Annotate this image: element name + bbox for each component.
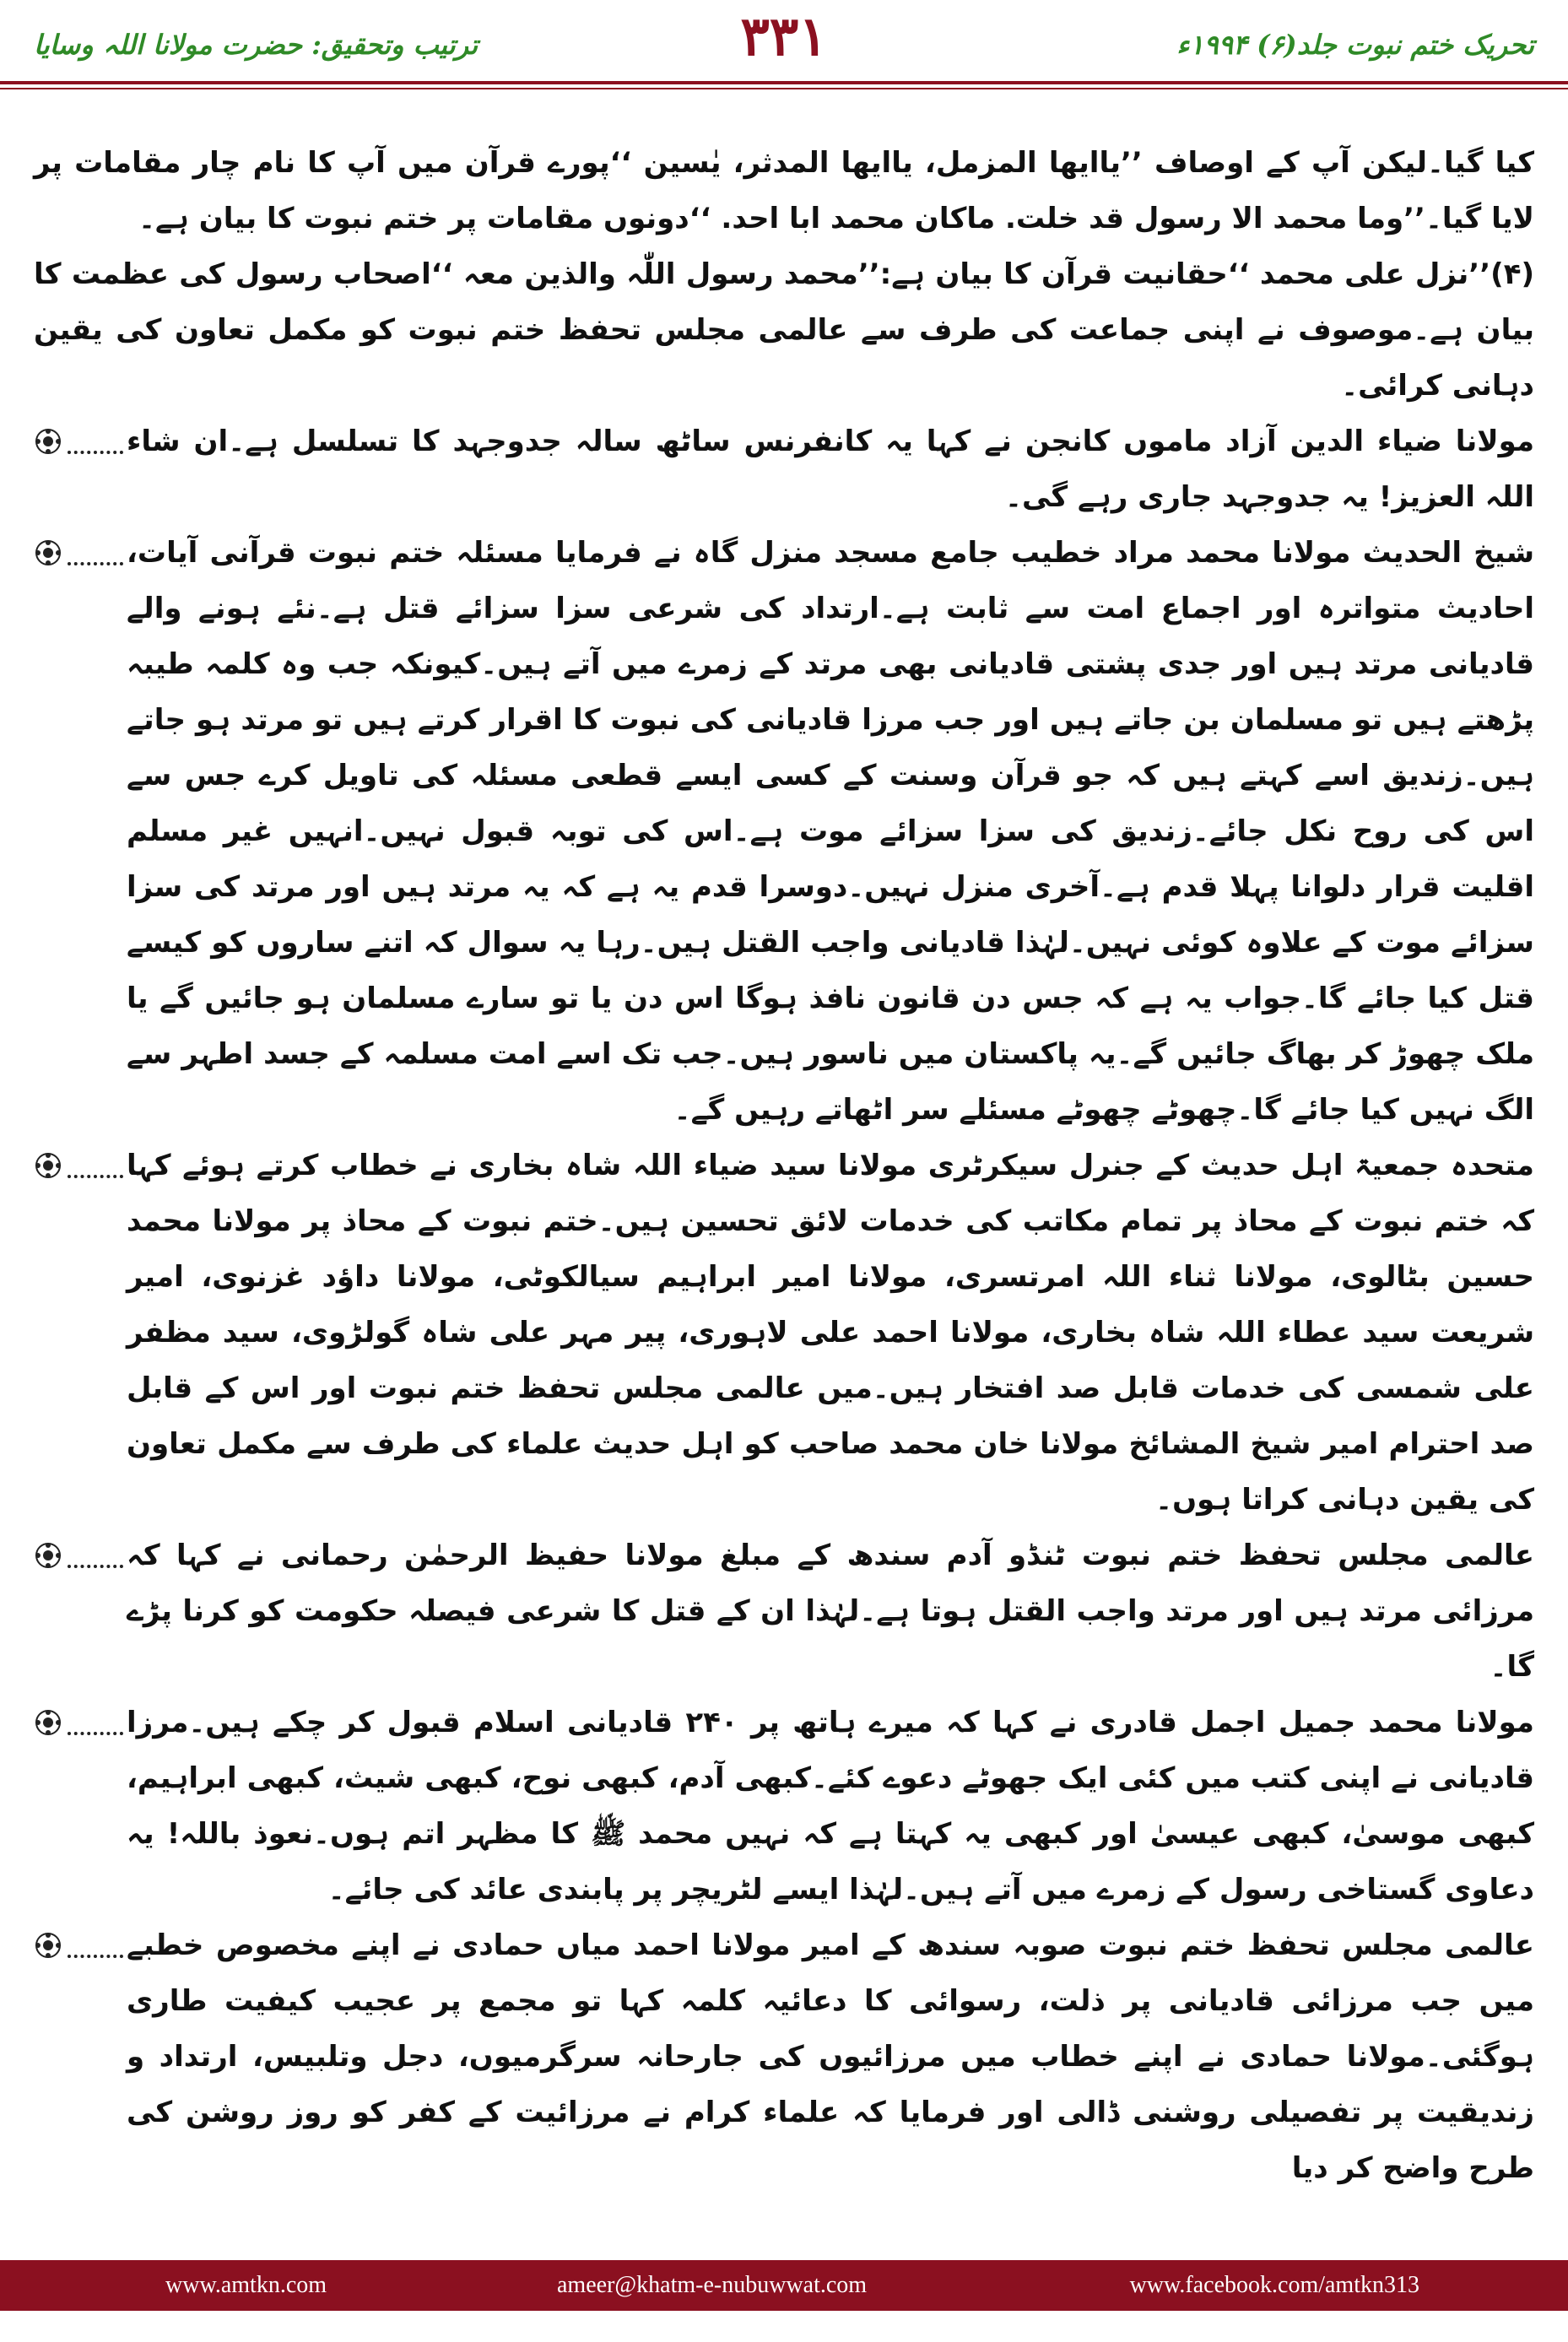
list-item-text: متحدہ جمعیۃ اہل حدیث کے جنرل سیکرٹری مولانا سید ضیاء اللہ شاہ بخاری نے خطاب کرتے ہوئے کہا کہ ختم نبوت کے محاذ پر تمام مکاتب کی خدمات لائق تحسین ہیں۔ختم نبوت کے محاذ پر مولانا محمد حسین بٹالوی، مولانا ثناء اللہ امرتسری، مولانا امیر ابراہیم سیالکوٹی، مولانا داؤد غزنوی، امیر شریعت سید عطاء اللہ شاہ بخاری، مولانا احمد علی لاہوری، پیر مہر علی شاہ گولڑوی، سید مظفر علی شمسی کی خدمات قابل صد افتخار ہیں۔میں عالمی مجلس تحفظ ختم نبوت اور اس کے قابل صد احترام امیر شیخ المشائخ مولانا خان محمد صاحب کو اہل حدیث علماء کی طرف سے مکمل تعاون کی یقین دہانی کراتا ہوں۔	[127, 1149, 1534, 1517]
list-item-text: شیخ الحدیث مولانا محمد مراد خطیب جامع مسجد منزل گاہ نے فرمایا مسئلہ ختم نبوت قرآنی آیات، احادیث متواترہ اور اجماع امت سے ثابت ہے۔ارتداد کی شرعی سزا سزائے قتل ہے۔نئے ہونے والے قادیانی مرتد ہیں اور جدی پشتی قادیانی بھی مرتد کے زمرے میں آتے ہیں۔کیونکہ جب وہ کلمہ طیبہ پڑھتے ہیں تو مسلمان بن جاتے ہیں اور جب مرزا قادیانی کی نبوت کا اقرار کرتے ہیں تو مرتد ہو جاتے ہیں۔زندیق اسے کہتے ہیں کہ جو قرآن وسنت کے کسی ایسے قطعی مسئلہ کی تاویل کرے جس سے اس کی روح نکل جائے۔زندیق کی سزا سزائے موت ہے۔اس کی توبہ قبول نہیں۔انہیں غیر مسلم اقلیت قرار دلوانا پہلا قدم ہے۔آخری منزل نہیں۔دوسرا قدم یہ ہے کہ یہ مرتد ہیں اور مرتد کی سزا سزائے موت کے علاوہ کوئی نہیں۔لہٰذا قادیانی واجب القتل ہیں۔رہا یہ سوال کہ اتنے ساروں کو کیسے قتل کیا جائے گا۔جواب یہ ہے کہ جس دن قانون نافذ ہوگا اس دن یا تو سارے مسلمان ہو جائیں گے یا ملک چھوڑ کر بھاگ جائیں گے۔یہ پاکستان میں ناسور ہیں۔جب تک اسے امت مسلمہ کے جسد اطہر سے الگ نہیں کیا جائے گا۔چھوٹے چھوٹے مسئلے سر اٹھاتے رہیں گے۔	[127, 536, 1534, 1127]
list-item	[34, 414, 1534, 525]
list-item-text: مولانا محمد جمیل اجمل قادری نے کہا کہ میرے ہاتھ پر ۲۴۰ قادیانی اسلام قبول کر چکے ہیں۔مرزا قادیانی نے اپنی کتب میں کئی ایک جھوٹے دعوے کئے۔کبھی آدم، کبھی نوح، کبھی شیث، کبھی ابراہیم، کبھی موسیٰ، کبھی عیسیٰ اور کبھی یہ کہتا ہے کہ نہیں محمد ﷺ کا مظہر اتم ہوں۔نعوذ باللہ! یہ دعاوی گستاخی رسول کے زمرے میں آتے ہیں۔لہٰذا ایسے لٹریچر پر پابندی عائد کی جائے۔	[127, 1706, 1534, 1907]
website-link[interactable]: www.amtkn.com	[165, 2272, 327, 2298]
email-link[interactable]: ameer@khatm-e-nubuwwat.com	[557, 2272, 868, 2298]
flower-bullet-icon	[34, 1931, 62, 1960]
compiler-credit: ترتیب وتحقیق: حضرت مولانا اللہ وسایا	[34, 29, 479, 61]
list-item	[34, 1528, 1534, 1695]
intro-paragraph: کیا گیا۔لیکن آپ کے اوصاف ’’یاایھا المزمل، یاایھا المدثر، یٰسین ‘‘پورے قرآن میں آپ کا نام چار مقامات پر لایا گیا۔’’وما محمد الا رسول قد خلت. ماکان محمد ابا احد. ‘‘دونوں مقامات پر ختم نبوت کا بیان ہے۔	[34, 146, 1534, 235]
bullet-leader	[34, 414, 127, 469]
list-item	[34, 1138, 1534, 1528]
list-item	[34, 1917, 1534, 2196]
flower-bullet-icon	[34, 1151, 62, 1180]
bullet-leader	[34, 1695, 127, 1750]
flower-bullet-icon	[34, 1541, 62, 1570]
list-item	[34, 525, 1534, 1138]
flower-bullet-icon	[34, 1708, 62, 1737]
facebook-link[interactable]: www.facebook.com/amtkn313	[1129, 2272, 1419, 2298]
intro-paragraph: (۴)’’نزل علی محمد ‘‘حقانیت قرآن کا بیان ہے:’’محمد رسول اللّٰہ والذین معہ ‘‘اصحاب رسول کی عظمت کا بیان ہے۔موصوف نے اپنی جماعت کی طرف سے عالمی مجلس تحفظ ختم نبوت کو مکمل تعاون کی یقین دہانی کرائی۔	[34, 257, 1534, 403]
header-rule-thin	[0, 88, 1568, 89]
flower-bullet-icon	[34, 538, 62, 567]
flower-bullet-icon	[34, 427, 62, 456]
bullet-leader	[34, 525, 127, 581]
page-header	[0, 0, 1568, 81]
list-item-text: مولانا ضیاء الدین آزاد ماموں کانجن نے کہا یہ کانفرنس ساٹھ سالہ جدوجہد کا تسلسل ہے۔ان شاء اللہ العزیز! یہ جدوجہد جاری رہے گی۔	[127, 425, 1534, 514]
page-footer	[0, 2260, 1568, 2311]
list-item-text: عالمی مجلس تحفظ ختم نبوت ٹنڈو آدم سندھ کے مبلغ مولانا حفیظ الرحمٰن رحمانی نے کہا کہ مرزائی مرتد ہیں اور مرتد واجب القتل ہوتا ہے۔لہٰذا ان کے قتل کا شرعی فیصلہ حکومت کو کرنا پڑے گا۔	[127, 1539, 1534, 1684]
page-body	[34, 135, 1534, 2228]
bullet-leader	[34, 1528, 127, 1583]
header-rule	[0, 81, 1568, 84]
list-item	[34, 1695, 1534, 1917]
bullet-leader	[34, 1138, 127, 1193]
bullet-leader	[34, 1917, 127, 1973]
list-item-text: عالمی مجلس تحفظ ختم نبوت صوبہ سندھ کے امیر مولانا احمد میاں حمادی نے اپنے مخصوص خطبے میں جب مرزائی قادیانی پر ذلت، رسوائی کا دعائیہ کلمہ کہا تو مجمع پر عجیب کیفیت طاری ہوگئی۔مولانا حمادی نے اپنے خطاب میں مرزائیوں کی جارحانہ سرگرمیوں، دجل وتلبیس، ارتداد و زندیقیت پر تفصیلی روشنی ڈالی اور فرمایا کہ علماء کرام نے مرزائیت کے کفر کو روز روشن کی طرح واضح کر دیا	[127, 1928, 1534, 2185]
book-title: تحریک ختم نبوت جلد(۶) ۱۹۹۴ء	[1176, 29, 1534, 61]
page-number: ۳۳۱	[740, 5, 828, 68]
